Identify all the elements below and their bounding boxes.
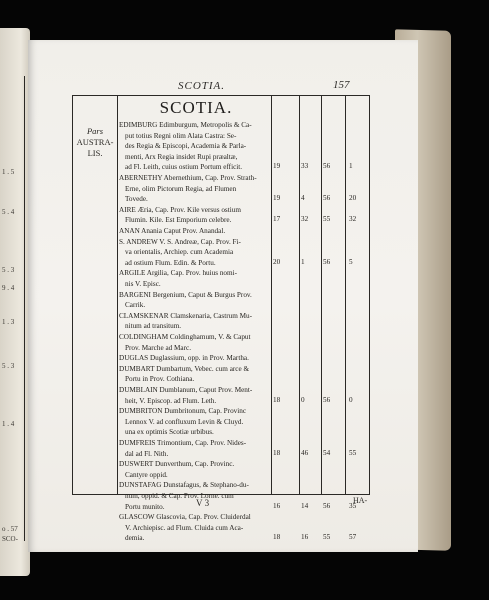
gazetteer-entry [119, 385, 271, 406]
latitude-minutes: 5 [349, 257, 353, 266]
latitude-minutes: 32 [349, 215, 357, 224]
latitude-degrees: 56 [323, 257, 331, 266]
entry-line: V. Archiepisc. ad Flum. Cluida cum Aca- [125, 523, 244, 532]
gazetteer-entry [119, 290, 271, 311]
latitude-minutes: 0 [349, 395, 353, 404]
longitude-degrees: 18 [273, 448, 281, 457]
entry-coordinates [271, 258, 367, 269]
entry-coordinates [271, 215, 367, 226]
entry-line: ABERNETHY Abernethium, Cap. Prov. Strath- [119, 174, 257, 182]
latitude-minutes: 1 [349, 162, 353, 171]
running-title: SCOTIA. [178, 80, 226, 92]
book-page [28, 40, 418, 552]
column-rule [117, 96, 118, 494]
left-page-fragment: 5 . 4 [2, 208, 15, 216]
entry-line: ANAN Anania Caput Prov. Anandal. [119, 227, 226, 235]
gazetteer-entry [119, 237, 271, 269]
entry-line: DUNSTAFAG Dunstafagus, & Stephano-du- [119, 481, 249, 490]
entry-line: des Regia & Episcopi, Academia & Parla- [125, 142, 247, 151]
section-heading: SCOTIA. [159, 98, 233, 117]
longitude-minutes: 46 [301, 448, 309, 457]
gazetteer-entry [119, 205, 271, 226]
column-rule [299, 96, 300, 494]
entry-line: S. ANDREW V. S. Andreæ, Cap. Prov. Fi- [119, 237, 241, 246]
entry-line: DUMBLAIN Dumblanum, Caput Prov. Ment- [119, 386, 253, 394]
left-page-rule [24, 76, 25, 541]
pars-label: Pars [86, 126, 104, 136]
entry-line: EDIMBURG Edimburgum, Metropolis & Ca- [119, 121, 252, 129]
latitude-degrees: 56 [323, 162, 331, 171]
entry-line: BARGENI Bergenium, Caput & Burgus Prov. [119, 290, 252, 299]
latitude-degrees: 56 [323, 395, 331, 404]
entry-line: DUMFREIS Trimontium, Cap. Prov. Nides- [119, 439, 247, 447]
longitude-degrees: 18 [273, 395, 281, 404]
longitude-degrees: 18 [273, 533, 281, 542]
entry-coordinates [271, 533, 367, 544]
latitude-minutes: 20 [349, 194, 357, 203]
gazetteer-entry [119, 459, 271, 480]
longitude-degrees: 19 [273, 162, 281, 171]
latitude-degrees: 56 [323, 194, 331, 203]
entry-line: DUSWERT Dunverthum, Cap. Provinc. [119, 460, 235, 469]
entry-line: ad ostium Flum. Edin. & Portu. [125, 258, 216, 267]
entry-line: ARGILE Argilia, Cap. Prov. huius nomi- [119, 269, 237, 278]
left-page-fragment: 1 . 4 [2, 420, 15, 428]
entry-line: una ex optimis Scotiæ urbibus. [125, 428, 214, 437]
entry-coordinates [271, 194, 367, 205]
latitude-degrees: 55 [323, 215, 331, 224]
column-rule [271, 96, 272, 494]
entry-line: nitum ad transitum. [125, 322, 182, 331]
left-page-fragment: SCO- [2, 535, 18, 543]
gazetteer-entry [119, 173, 271, 205]
entry-line: Carrik. [125, 301, 146, 310]
gazetteer-entry [119, 406, 271, 438]
longitude-degrees: 16 [273, 501, 281, 510]
gazetteer-entry [119, 120, 271, 173]
entry-coordinates [271, 162, 367, 173]
longitude-degrees: 17 [273, 215, 281, 224]
gazetteer-entry [119, 311, 271, 332]
latitude-degrees: 55 [323, 533, 331, 542]
entry-line: put totius Regni olim Alata Castra: Se- [125, 131, 237, 140]
entry-line: Erne, olim Pictorum Regia, ad Flumen [125, 184, 237, 193]
longitude-minutes: 1 [301, 257, 305, 266]
entry-line: Lennox V. ad confluxum Levin & Cluyd. [125, 417, 244, 426]
left-page-fragment: 9 . 4 [2, 284, 15, 292]
gazetteer-entry [119, 226, 271, 237]
catchword: HA- [353, 496, 368, 505]
signature-mark: V 3 [196, 498, 210, 508]
gazetteer-entry [119, 268, 271, 289]
entry-line: CLAMSKENAR Clamskenaria, Castrum Mu- [119, 311, 252, 320]
entry-line: DUMBRITON Dumbritonum, Cap. Provinc [119, 407, 247, 416]
entry-line: dal ad Fl. Nith. [125, 449, 169, 458]
longitude-minutes: 33 [301, 162, 309, 171]
page-number: 157 [333, 79, 350, 91]
gazetteer-entry [119, 438, 271, 459]
pars-value: AUSTRA- [76, 137, 114, 147]
left-page-fragment: o . 57 [2, 525, 18, 533]
latitude-minutes: 35 [349, 501, 357, 510]
entry-line: demia. [125, 534, 145, 543]
entry-line: GLASCOW Glascovia, Cap. Prov. Cluiderdal [119, 513, 251, 522]
left-page-fragment: 1 . 5 [2, 168, 15, 176]
longitude-minutes: 16 [301, 533, 309, 542]
left-page-edge [0, 28, 30, 576]
longitude-degrees: 19 [273, 194, 281, 203]
entry-coordinates [271, 449, 367, 460]
entry-line: va orientalis, Archiep. cum Academia [125, 248, 234, 257]
longitude-degrees: 20 [273, 257, 281, 266]
longitude-minutes: 32 [301, 215, 309, 224]
longitude-minutes: 14 [301, 501, 309, 510]
gazetteer-entry [119, 332, 271, 353]
entry-line: nis V. Episc. [125, 279, 161, 288]
latitude-minutes: 55 [349, 448, 357, 457]
longitude-minutes: 4 [301, 194, 305, 203]
left-page-fragment: 5 . 3 [2, 362, 15, 370]
latitude-degrees: 56 [323, 501, 331, 510]
gazetteer-entry [119, 512, 271, 544]
entry-line: Cantyre oppid. [125, 470, 168, 479]
latitude-minutes: 57 [349, 533, 357, 542]
entry-line: Portu in Prov. Cothiana. [125, 375, 195, 384]
latitude-degrees: 54 [323, 448, 331, 457]
entry-line: AIRE Æria, Cap. Prov. Kile versus ostium [119, 205, 241, 214]
pars-value-continued: LIS. [87, 148, 103, 158]
column-rule [345, 96, 346, 494]
entry-line: Tovede. [125, 195, 148, 204]
entry-line: heit, V. Episcop. ad Flum. Leth. [125, 396, 217, 405]
entry-line: DUMBART Dumbartum, Vebec. cum arce & [119, 364, 250, 373]
entry-line: Portu munito. [125, 502, 165, 511]
entry-coordinates [271, 396, 367, 407]
gazetteer-entry [119, 364, 271, 385]
entry-line: Flumin. Kile. Est Emporium celebre. [125, 216, 232, 225]
entry-line: COLDINGHAM Coldinghamum, V. & Caput [119, 333, 251, 341]
entry-line: Prov. Marche ad Marc. [125, 343, 191, 352]
entry-line: num, oppid. & Cap. Prov. Lorne. cum [125, 491, 234, 500]
gazetteer-entry [119, 480, 271, 512]
entry-line: menti, Arx Regia insidet Rupi præaltæ, [125, 152, 238, 161]
pars-label-block [73, 126, 117, 159]
left-page-fragment: 1 . 3 [2, 318, 15, 326]
entry-line: ad Fl. Leith, cuius ostium Portum efficit. [125, 163, 243, 172]
entry-line: DUGLAS Duglassium, opp. in Prov. Martha. [119, 354, 249, 363]
column-rule [321, 96, 322, 494]
gazetteer-entry [119, 353, 271, 364]
longitude-minutes: 0 [301, 395, 305, 404]
left-page-fragment: 5 . 3 [2, 266, 15, 274]
